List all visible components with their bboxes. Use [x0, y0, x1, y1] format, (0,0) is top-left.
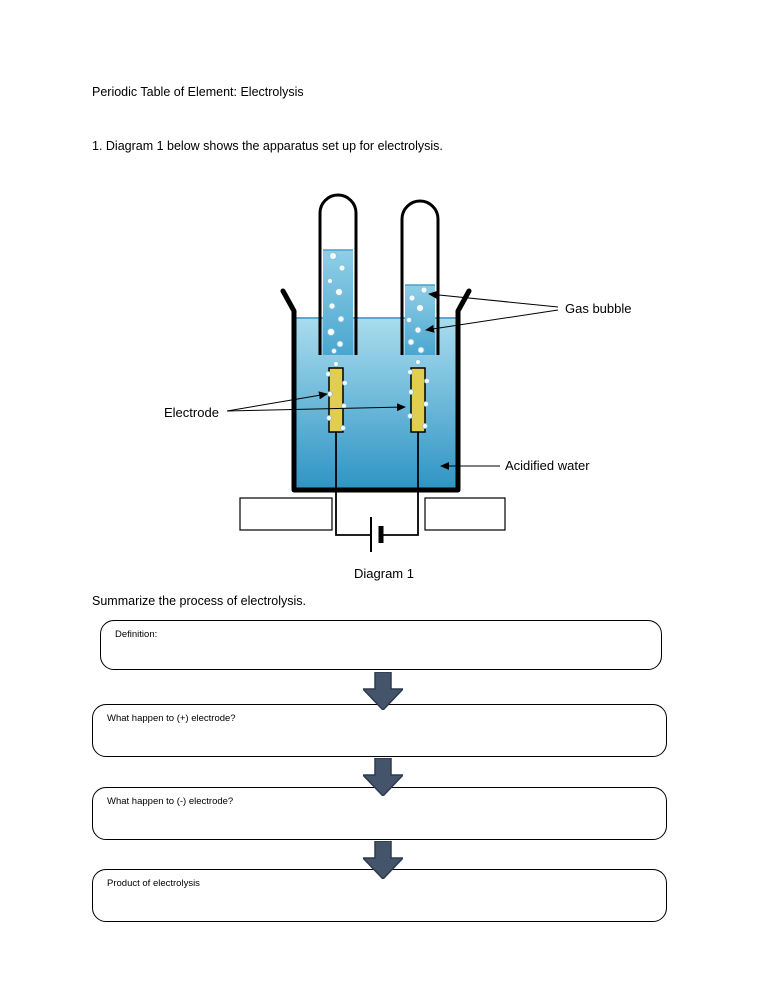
- flow-box-positive-electrode: [92, 704, 667, 757]
- flow-box-positive-electrode-label: What happen to (+) electrode?: [107, 713, 236, 724]
- electrode-label-text: Electrode: [164, 405, 219, 420]
- down-arrow-icon: [363, 841, 403, 879]
- flow-box-product-label: Product of electrolysis: [107, 878, 200, 889]
- down-arrow-icon: [363, 758, 403, 796]
- summarize-prompt: Summarize the process of electrolysis.: [92, 594, 306, 608]
- flow-box-definition: [100, 620, 662, 670]
- question-1-text: 1. Diagram 1 below shows the apparatus set up for electrolysis.: [92, 139, 443, 153]
- gas-bubble-label-text: Gas bubble: [565, 301, 632, 316]
- down-arrow-icon: [363, 672, 403, 710]
- flow-box-definition-label: Definition:: [115, 629, 158, 640]
- battery: [371, 517, 381, 552]
- label-acidified-water: [441, 458, 590, 473]
- test-tube-left: [320, 195, 356, 355]
- diagram-caption: Diagram 1: [354, 566, 414, 581]
- answer-box-left: [240, 498, 332, 530]
- flow-box-negative-electrode-label: What happen to (-) electrode?: [107, 796, 234, 807]
- electrolysis-diagram: [0, 180, 768, 600]
- acidified-water-label-text: Acidified water: [505, 458, 590, 473]
- answer-box-right: [425, 498, 505, 530]
- electrode-right: [411, 368, 425, 432]
- page-title: Periodic Table of Element: Electrolysis: [92, 85, 304, 99]
- electrode-left: [329, 368, 343, 432]
